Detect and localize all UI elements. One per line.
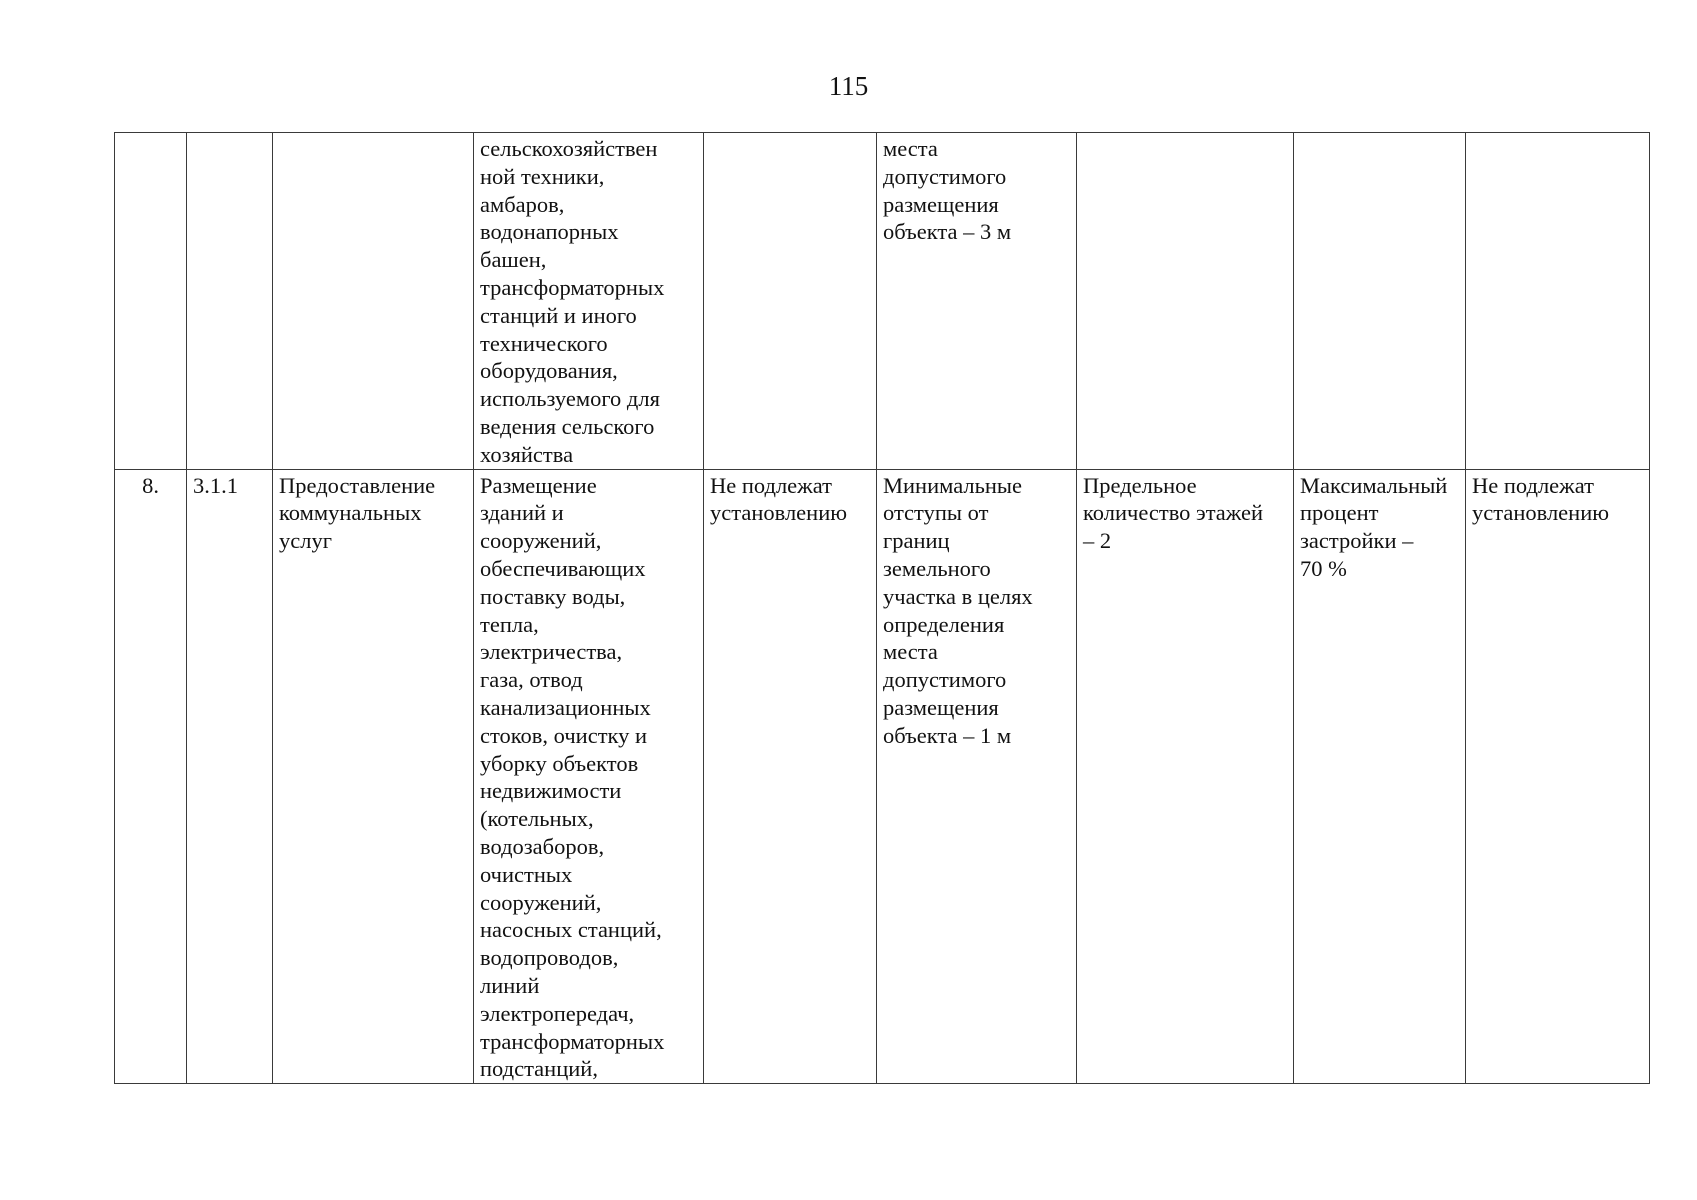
other-cell	[1466, 469, 1650, 1084]
use-name: Предоставление коммунальных услуг	[279, 472, 436, 554]
floors-cell	[1077, 133, 1294, 470]
floors-cell	[1077, 469, 1294, 1084]
name-cell	[273, 133, 474, 470]
coverage: Максимальный процент застройки – 70 %	[1300, 472, 1448, 581]
plot-size: Не подлежат установлению	[710, 472, 848, 526]
row-number: 8.	[142, 472, 159, 498]
coverage-cell	[1294, 133, 1466, 470]
setbacks: места допустимого размещения объекта – 3 м	[883, 136, 1012, 245]
setbacks: Минимальные отступы от границ земельного участка в целях определения места допустимого размещения объекта – 1 м	[883, 472, 1033, 748]
row-number-cell	[115, 469, 187, 1084]
description-cell	[474, 133, 704, 470]
code-cell	[187, 469, 273, 1084]
name-cell	[273, 469, 474, 1084]
setbacks-cell	[877, 469, 1077, 1084]
table-row	[115, 469, 1650, 1084]
row-number-cell	[115, 133, 187, 470]
coverage-cell	[1294, 469, 1466, 1084]
page-number: 115	[828, 71, 869, 101]
use-description: сельскохозяйствен ной техники, амбаров, водонапорных башен, трансформаторных станций и иного технического оборудования, используемого для ведения сельского хозяйства	[480, 136, 665, 467]
use-code: 3.1.1	[193, 472, 238, 498]
regulations-table	[114, 132, 1650, 1084]
plot-size-cell	[704, 133, 877, 470]
plot-size-cell	[704, 469, 877, 1084]
setbacks-cell	[877, 133, 1077, 470]
other-params: Не подлежат установлению	[1472, 472, 1610, 526]
other-cell	[1466, 133, 1650, 470]
table-row	[115, 133, 1650, 470]
floors: Предельное количество этажей – 2	[1083, 472, 1264, 554]
description-cell	[474, 469, 704, 1084]
use-description: Размещение зданий и сооружений, обеспечивающих поставку воды, тепла, электричества, газа, отвод канализационных стоков, очистку и уборку объектов недвижимости (котельных, водозаборов, очистных сооружений, насосных станций, водопроводов, линий электропередач, трансформаторных подстанций,	[480, 472, 665, 1082]
code-cell	[187, 133, 273, 470]
